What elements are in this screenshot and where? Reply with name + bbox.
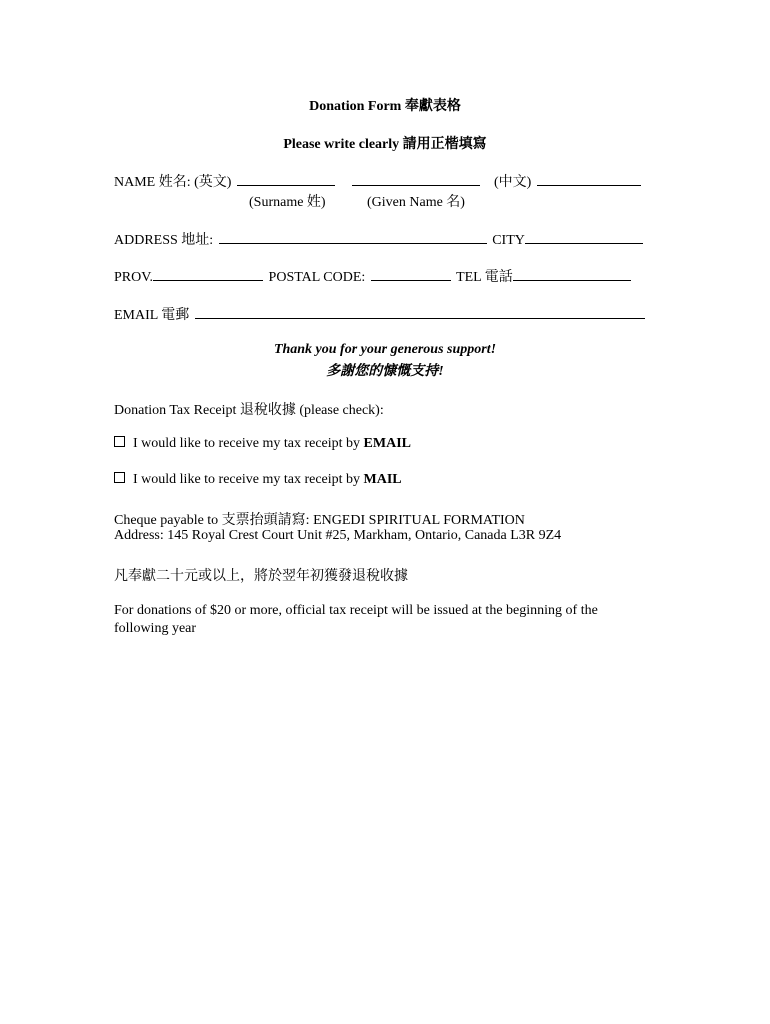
prov-label: PROV. xyxy=(114,270,154,285)
prov-row xyxy=(114,266,633,286)
tel-field[interactable] xyxy=(513,268,631,281)
tel-label: TEL 電話 xyxy=(456,270,513,285)
mailing-address-line: Address: 145 Royal Crest Court Unit #25, Markham, Ontario, Canada L3R 9Z4 xyxy=(114,528,562,543)
postal-code-label: POSTAL CODE: xyxy=(268,270,366,285)
given-name-field[interactable] xyxy=(352,173,480,186)
prov-field[interactable] xyxy=(153,268,263,281)
mail-checkbox[interactable] xyxy=(114,472,125,483)
receipt-option-mail-text: I would like to receive my tax receipt by xyxy=(133,472,361,487)
email-field[interactable] xyxy=(195,306,645,319)
name-row xyxy=(114,171,643,191)
postal-code-field[interactable] xyxy=(371,268,451,281)
tax-receipt-heading: Donation Tax Receipt 退稅收據 (please check): xyxy=(114,403,384,418)
form-subtitle-en: Please write clearly xyxy=(283,137,400,152)
given-name-caption: (Given Name 名) xyxy=(367,195,465,210)
receipt-option-mail[interactable] xyxy=(114,472,402,488)
city-label: CITY xyxy=(492,233,525,248)
chinese-name-field[interactable] xyxy=(537,173,641,186)
name-label: NAME 姓名: (英文) xyxy=(114,175,232,190)
receipt-option-mail-method: MAIL xyxy=(363,472,402,487)
receipt-option-email-text: I would like to receive my tax receipt by xyxy=(133,436,361,451)
address-field[interactable] xyxy=(219,231,487,244)
form-title-en: Donation Form xyxy=(309,99,402,114)
address-row xyxy=(114,229,645,249)
form-title-zh: 奉獻表格 xyxy=(404,99,461,114)
email-label: EMAIL 電郵 xyxy=(114,308,190,323)
address-label: ADDRESS 地址: xyxy=(114,233,214,248)
cheque-payable-line: Cheque payable to 支票抬頭請寫: ENGEDI SPIRITUAL FORMATION xyxy=(114,513,525,528)
thanks-zh: 多謝您的慷慨支持! xyxy=(326,364,444,379)
email-row xyxy=(114,304,647,324)
form-title xyxy=(0,95,770,115)
email-checkbox[interactable] xyxy=(114,436,125,447)
receipt-note-zh: 凡奉獻二十元或以上，將於翌年初獲發退稅收據 xyxy=(114,569,408,584)
receipt-option-email-method: EMAIL xyxy=(363,436,411,451)
surname-field[interactable] xyxy=(237,173,335,186)
thanks-en: Thank you for your generous support! xyxy=(273,342,497,357)
form-subtitle xyxy=(0,133,770,153)
receipt-note-en-line1: For donations of $20 or more, official tax receipt will be issued at the beginning of the xyxy=(114,603,598,618)
receipt-note-en-line2: following year xyxy=(114,621,197,636)
city-field[interactable] xyxy=(525,231,643,244)
chinese-name-label: (中文) xyxy=(493,175,532,190)
receipt-option-email[interactable] xyxy=(114,436,411,452)
form-subtitle-zh: 請用正楷填寫 xyxy=(402,137,487,152)
surname-caption: (Surname 姓) xyxy=(249,195,326,210)
